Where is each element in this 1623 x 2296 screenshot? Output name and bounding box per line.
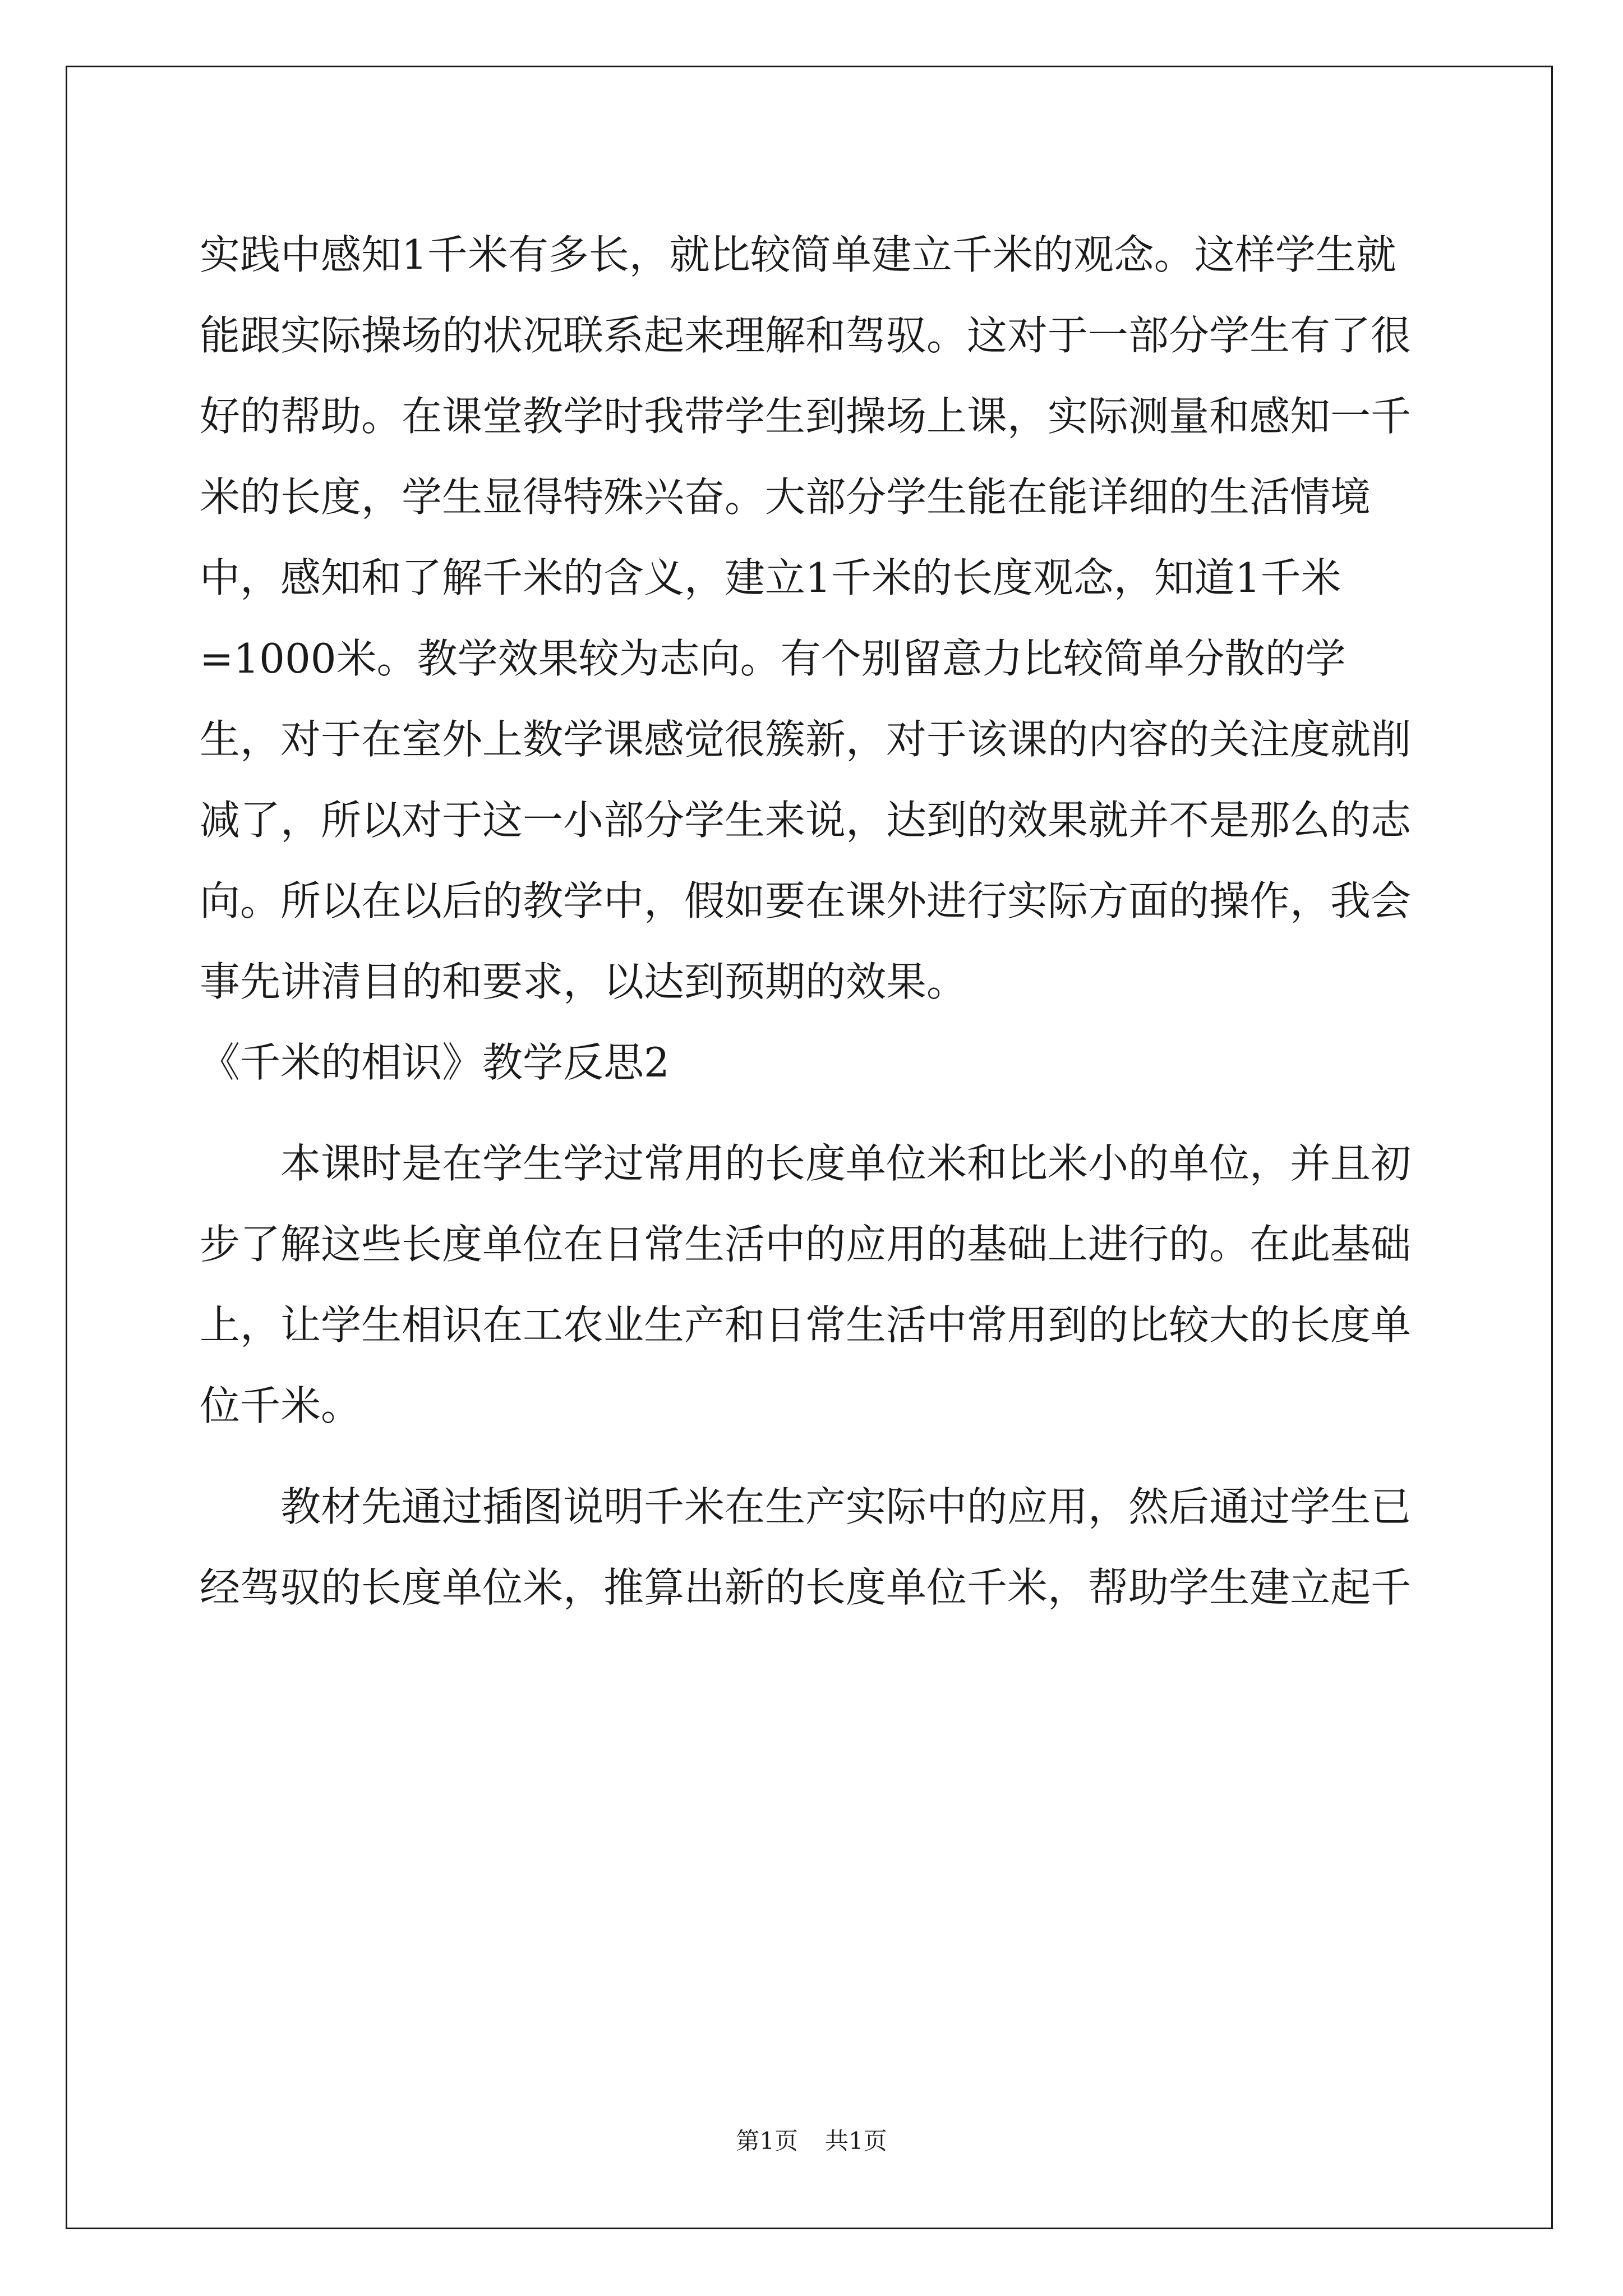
paragraph-2: 本课时是在学生学过常用的长度单位米和比米小的单位，并且初步了解这些长度单位在日常生活中的应用的基础上进行的。在此基础上，让学生相识在工农业生产和日常生活中常用到的比较大的长度单位千米。: [200, 1140, 1412, 1429]
spacer: [200, 1103, 1426, 1123]
paragraph-1: 实践中感知1千米有多长，就比较简单建立千米的观念。这样学生就能跟实际操场的状况联系起来理解和驾驭。这对于一部分学生有了很好的帮助。在课堂教学时我带学生到操场上课，实际测量和感知一千米的长度，学生显得特殊兴奋。大部分学生能在能详细的生活情境中，感知和了解千米的含义，建立1千米的长度观念，知道1千米=1000米。教学效果较为志向。有个别留意力比较简单分散的学生，对于在室外上数学课感觉很簇新，对于该课的内容的关注度就削减了，所以对于这一小部分学生来说，达到的效果就并不是那么的志向。所以在以后的教学中，假如要在课外进行实际方面的操作，我会事先讲清目的和要求，以达到预期的效果。: [200, 231, 1412, 1005]
page-number: 第1页: [736, 2127, 798, 2155]
document-body: [200, 214, 1426, 1628]
section-heading: 《千米的相识》教学反思2: [200, 1039, 670, 1086]
page-total: 共1页: [825, 2127, 887, 2155]
paragraph-3: 教材先通过插图说明千米在生产实际中的应用，然后通过学生已经驾驭的长度单位米，推算出新的长度单位千米，帮助学生建立起千: [200, 1483, 1412, 1611]
spacer: [200, 1446, 1426, 1466]
page-footer: [0, 2123, 1623, 2156]
